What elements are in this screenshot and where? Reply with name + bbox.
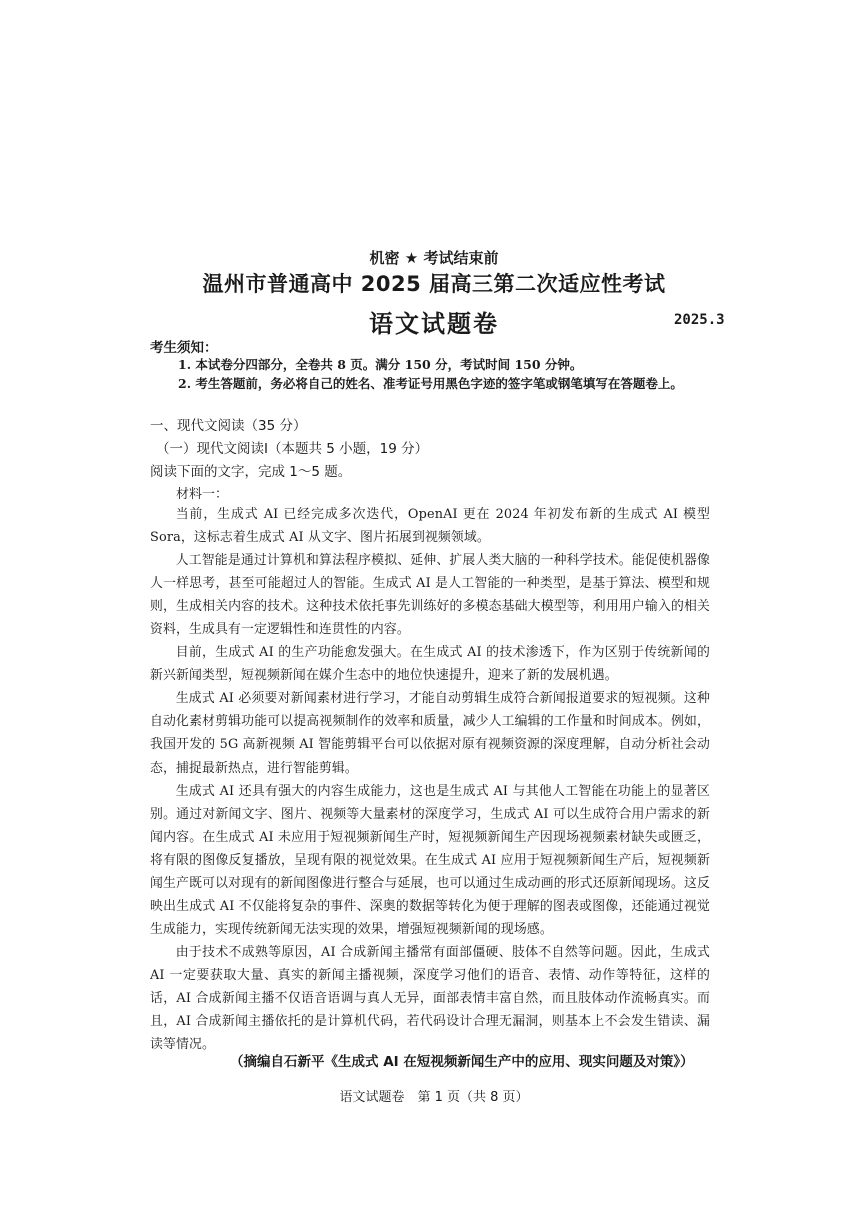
- reading-instruction: 阅读下面的文字，完成 1～5 题。: [150, 464, 352, 480]
- exam-date: 2025.3: [674, 312, 725, 328]
- paragraph: 由于技术不成熟等原因，AI 合成新闻主播常有面部僵硬、肢体不自然等问题。因此，生成式 AI 一定要获取大量、真实的新闻主播视频，深度学习他们的语音、表情、动作等特征，这样的话，AI 合成新闻主播不仅语音语调与真人无异，面部表情丰富自然，而且肢体动作流畅真实。而且，AI 合成新闻主播依托的是计算机代码，若代码设计合理无漏洞，则基本上不会发生错读、漏读等情况。: [150, 944, 710, 1053]
- paragraph: 生成式 AI 必须要对新闻素材进行学习，才能自动剪辑生成符合新闻报道要求的短视频。这种自动化素材剪辑功能可以提高视频制作的效率和质量，减少人工编辑的工作量和时间成本。例如，我国开发的 5G 高新视频 AI 智能剪辑平台可以依据对原有视频资源的深度理解，自动分析社会动态，捕捉最新热点，进行智能剪辑。: [150, 691, 710, 776]
- material-label: 材料一：: [176, 487, 229, 502]
- paragraph: 目前，生成式 AI 的生产功能愈发强大。在生成式 AI 的技术渗透下，作为区别于传统新闻的新兴新闻类型，短视频新闻在媒介生态中的地位快速提升，迎来了新的发展机遇。: [150, 645, 710, 684]
- page-footer: 语文试题卷 第 1 页（共 8 页）: [339, 1090, 529, 1105]
- paper-subtitle: 语文试题卷: [369, 309, 499, 338]
- notice-item-2: 2. 考生答题前，务必将自己的姓名、准考证号用黑色字迹的签字笔或钢笔填写在答题卷上。: [178, 376, 683, 391]
- paragraph: 人工智能是通过计算机和算法程序模拟、延伸、扩展人类大脑的一种科学技术。能促使机器像人一样思考，甚至可能超过人的智能。生成式 AI 是人工智能的一种类型，是基于算法、模型和规则，生成相关内容的技术。这种技术依托事先训练好的多模态基础大模型等，利用用户输入的相关资料，生成具有一定逻辑性和连贯性的内容。: [150, 553, 710, 638]
- article-body: [150, 503, 710, 1056]
- paragraph: 生成式 AI 还具有强大的内容生成能力，这也是生成式 AI 与其他人工智能在功能上的显著区别。通过对新闻文字、图片、视频等大量素材的深度学习，生成式 AI 可以生成符合用户需求的新闻内容。在生成式 AI 未应用于短视频新闻生产时，短视频新闻生产因现场视频素材缺失或匮乏，将有限的图像反复播放，呈现有限的视觉效果。在生成式 AI 应用于短视频新闻生产后，短视频新闻生产既可以对现有的新闻图像进行整合与延展，也可以通过生成动画的形式还原新闻现场。这反映出生成式 AI 不仅能将复杂的事件、深奥的数据等转化为便于理解的图表或图像，还能通过视觉生成能力，实现传统新闻无法实现的效果，增强短视频新闻的现场感。: [150, 783, 710, 937]
- source-citation: （摘编自石新平《生成式 AI 在短视频新闻生产中的应用、现实问题及对策》）: [230, 1054, 694, 1070]
- notice-item-1: 1. 本试卷分四部分，全卷共 8 页。满分 150 分，考试时间 150 分钟。: [178, 357, 583, 372]
- paragraph: 当前，生成式 AI 已经完成多次迭代，OpenAI 更在 2024 年初发布新的生成式 AI 模型 Sora，这标志着生成式 AI 从文字、图片拓展到视频领域。: [150, 507, 710, 546]
- section-heading: 一、现代文阅读（35 分）: [150, 418, 307, 434]
- confidential-label: 机密 ★ 考试结束前: [369, 249, 499, 267]
- notice-heading: 考生须知：: [150, 340, 218, 356]
- section-subheading: （一）现代文阅读Ⅰ（本题共 5 小题，19 分）: [156, 441, 429, 457]
- exam-title: 温州市普通高中 2025 届高三第二次适应性考试: [202, 272, 666, 296]
